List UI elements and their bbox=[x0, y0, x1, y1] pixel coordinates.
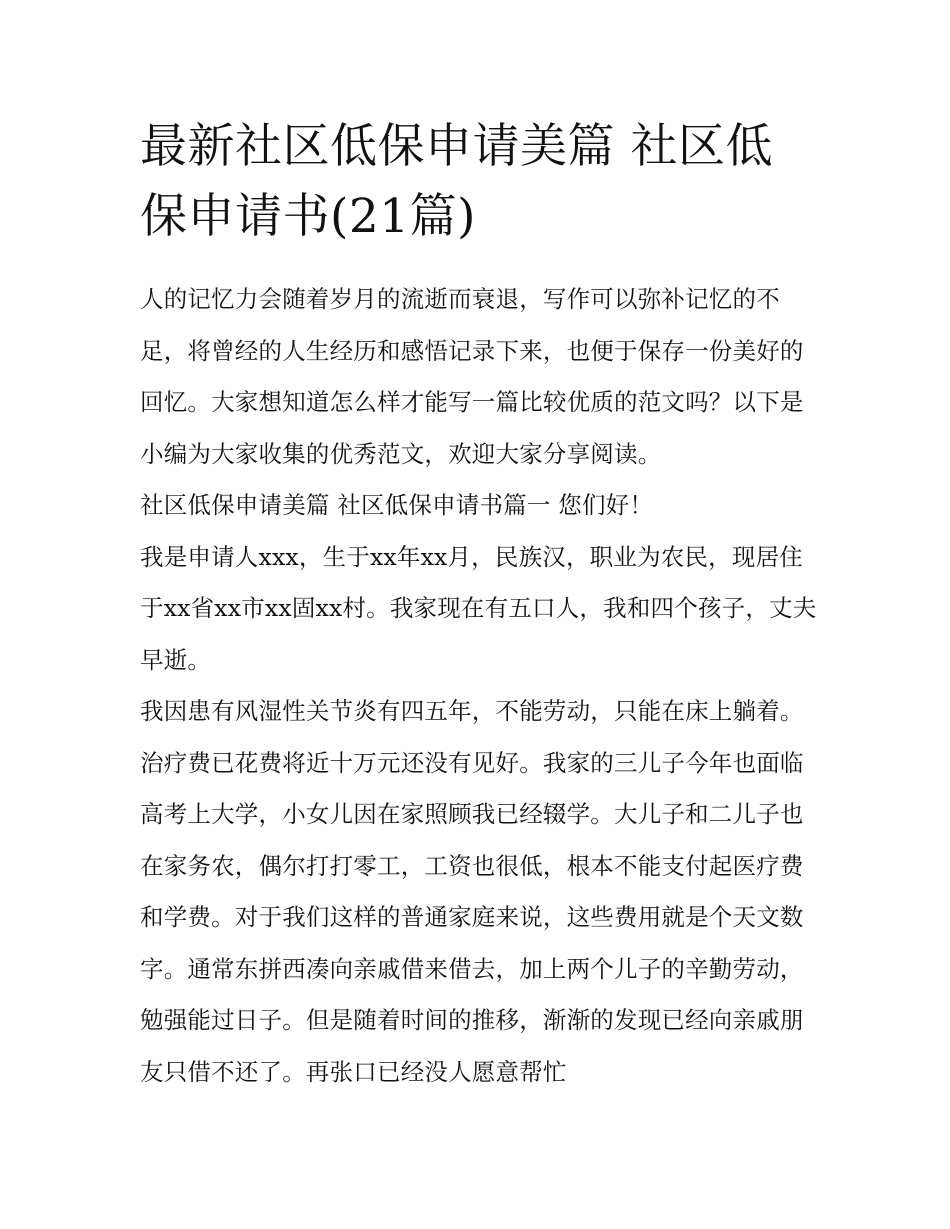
document-title: 最新社区低保申请美篇 社区低保申请书(21篇) bbox=[140, 119, 773, 244]
paragraph-greeting: 社区低保申请美篇 社区低保申请书篇一 您们好！ bbox=[140, 491, 654, 519]
paragraph-applicant-info: 我是申请人xxx，生于xx年xx月，民族汉，职业为农民，现居住于xx省xx市xx固xx村。我家现在有五口人，我和四个孩子，丈夫早逝。 bbox=[140, 542, 817, 674]
paragraph-situation: 我因患有风湿性关节炎有四五年，不能劳动，只能在床上躺着。治疗费已花费将近十万元还没有见好。我家的三儿子今年也面临高考上大学，小女儿因在家照顾我已经辍学。大儿子和二儿子也在家务农，偶尔打打零工，工资也很低，根本不能支付起医疗费和学费。对于我们这样的普通家庭来说，这些费用就是个天文数字。通常东拼西凑向亲戚借来借去，加上两个儿子的辛勤劳动，勉强能过日子。但是随着时间的推移，渐渐的发现已经向亲戚朋友只借不还了。再张口已经没人愿意帮忙 bbox=[140, 697, 804, 1086]
document-page bbox=[140, 112, 820, 1098]
paragraph-intro: 人的记忆力会随着岁月的流逝而衰退，写作可以弥补记忆的不足，将曾经的人生经历和感悟记录下来，也便于保存一份美好的回忆。大家想知道怎么样才能写一篇比较优质的范文吗？以下是小编为大家收集的优秀范文，欢迎大家分享阅读。 bbox=[140, 285, 804, 468]
document-body bbox=[140, 274, 820, 1098]
